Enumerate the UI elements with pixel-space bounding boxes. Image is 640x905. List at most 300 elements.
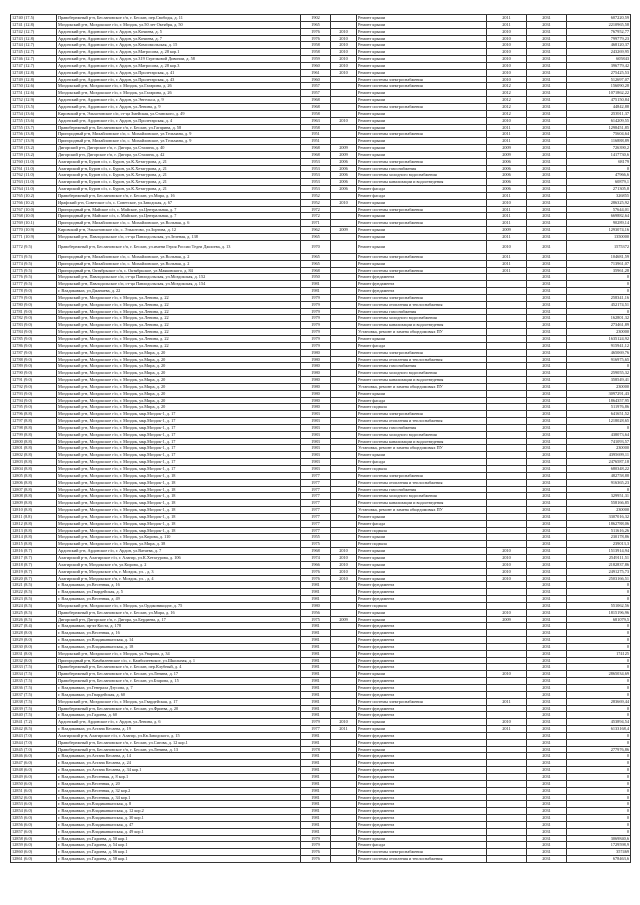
address-cell: Алагирский р-н, Моздокское г/п, г. Моздок, ул. , д. 3 [57,568,301,575]
work-type-cell: Ремонт фундамента [357,678,487,685]
table-row [11,260,631,267]
last-repair-year-cell [331,828,357,835]
table-row [11,801,631,808]
build-year-cell: 1976 [301,575,331,582]
row-number-cell: 12784 (9.0) [11,329,57,336]
cost-cell: 44842,88 [567,103,631,110]
start-year-cell: 2012 [487,110,527,117]
cost-cell: 511616,26 [567,527,631,534]
build-year-cell: 1952 [301,192,331,199]
address-cell: Моздокский р-н, Моздокское г/п, г. Моздок, мкр.Моздок-1, д. 17 [57,459,301,466]
table-row [11,227,631,234]
build-year-cell: 1977 [301,507,331,514]
work-type-cell: Ремонт крыши [357,49,487,56]
cost-cell: 243269,95 [567,49,631,56]
table-row [11,732,631,739]
table-row [11,145,631,152]
start-year-cell: 2011 [487,138,527,145]
row-number-cell: 12744 (12.7) [11,42,57,49]
cost-cell: 396779,42 [567,62,631,69]
build-year-cell: 1981 [301,821,331,828]
end-year-cell: 2031 [527,97,567,104]
row-number-cell: 12829 (8.0) [11,637,57,644]
address-cell: Правобережный р-н, Беслановское г/п, г. Беслан, ул.имени Героя России Тедеи Джиоева, д. 13 [57,240,301,253]
last-repair-year-cell [331,479,357,486]
last-repair-year-cell [331,206,357,213]
build-year-cell: 1983 [301,438,331,445]
cost-cell: 681079,5 [567,616,631,623]
row-number-cell: 12742 (12.7) [11,28,57,35]
row-number-cell: 12813 (8.8) [11,527,57,534]
end-year-cell: 2031 [527,828,567,835]
row-number-cell: 12830 (8.0) [11,643,57,650]
work-type-cell: Ремонт крыши [357,554,487,561]
build-year-cell: 1980 [301,377,331,384]
cost-cell: 0 [567,630,631,637]
last-repair-year-cell [331,260,357,267]
build-year-cell: 1977 [301,486,331,493]
end-year-cell: 2031 [527,691,567,698]
row-number-cell: 12748 (12.8) [11,69,57,76]
end-year-cell: 2031 [527,445,567,452]
table-row [11,561,631,568]
work-type-cell: Ремонт крыши [357,240,487,253]
build-year-cell: 1959 [301,56,331,63]
work-type-cell: Ремонт фундамента [357,773,487,780]
table-row [11,821,631,828]
address-cell: г. Владикавказ, ул.Весенняя, д. 8 кор.1 [57,773,301,780]
table-row [11,397,631,404]
work-type-cell: Ремонт системы канализации и водоотведения [357,179,487,186]
address-cell: Ардонский р-н, Ардонское г/п, г. Ардон, ул.319 Стрелковой Дивизии, д. 58 [57,56,301,63]
build-year-cell: 1962 [301,227,331,234]
last-repair-year-cell [331,192,357,199]
last-repair-year-cell [331,390,357,397]
start-year-cell [487,507,527,514]
end-year-cell: 2031 [527,349,567,356]
table-row [11,541,631,548]
start-year-cell: 2010 [487,719,527,726]
address-cell: Алагирский р-н, Бурон с/п, с. Бурон, ул.К.Хетагурова, д. 21 [57,186,301,193]
last-repair-year-cell [331,21,357,28]
start-year-cell: 2006 [487,179,527,186]
cost-cell: 0 [567,712,631,719]
cost-cell: 0 [567,664,631,671]
address-cell: Моздокский р-н, Моздокское г/п, г. Моздок, ул.Гагарина, д. 26 [57,90,301,97]
build-year-cell: 1980 [301,383,331,390]
address-cell: Моздокский р-н, Моздокское г/п, г. Моздок, мкр.Моздок-1, д. 17 [57,411,301,418]
row-number-cell: 12820 (8.7) [11,575,57,582]
address-cell: Ардонский р-н, Ардонское г/п, г. Ардон, ул.Пролетарская, д. 43 [57,76,301,83]
end-year-cell: 2031 [527,548,567,555]
build-year-cell: 1966 [301,561,331,568]
cost-cell: 0 [567,678,631,685]
build-year-cell: 1983 [301,459,331,466]
cost-cell: 3097291,43 [567,390,631,397]
table-row [11,35,631,42]
row-number-cell: 12821 (8.5) [11,582,57,589]
table-body [11,15,631,863]
address-cell: г. Владикавказ, ул.Владикавказская, д. 12 кор.2 [57,808,301,815]
address-cell: г. Владикавказ, ул.Астана Кесаева, д. 24 [57,760,301,767]
end-year-cell: 2031 [527,493,567,500]
row-number-cell: 12803 (8.8) [11,459,57,466]
work-type-cell: Ремонт системы электроснабжения [357,76,487,83]
end-year-cell: 2031 [527,213,567,220]
work-type-cell: Ремонт подвала [357,404,487,411]
start-year-cell: 2011 [487,220,527,227]
row-number-cell: 12824 (8.5) [11,602,57,609]
address-cell: Правобережный р-н, Беслановское г/п, г. Беслан, ул.Бзарова, д. 15 [57,678,301,685]
work-type-cell: Ремонт системы отопления и теплоснабжения [357,479,487,486]
table-row [11,835,631,842]
last-repair-year-cell [331,527,357,534]
cost-cell: 916365,23 [567,479,631,486]
end-year-cell: 2031 [527,678,567,685]
start-year-cell [487,459,527,466]
start-year-cell [487,438,527,445]
table-row [11,780,631,787]
table-row [11,56,631,63]
work-type-cell: Ремонт крыши [357,151,487,158]
row-number-cell: 12764 (11.0) [11,186,57,193]
last-repair-year-cell [331,438,357,445]
row-number-cell: 12782 (9.0) [11,315,57,322]
end-year-cell: 2031 [527,377,567,384]
table-row [11,335,631,342]
row-number-cell: 12779 (9.0) [11,294,57,301]
address-cell: Моздокский р-н, Моздокское г/п, г. Моздок, ул.Мира, д. 20 [57,383,301,390]
last-repair-year-cell: 2010 [331,42,357,49]
end-year-cell: 2031 [527,849,567,856]
work-type-cell: Ремонт фундамента [357,815,487,822]
end-year-cell: 2031 [527,21,567,28]
end-year-cell: 2031 [527,466,567,473]
start-year-cell [487,472,527,479]
row-number-cell: 12831 (8.0) [11,650,57,657]
address-cell: Ардонский р-н, Ардонское г/п, г. Ардон, ул.Матросова, д. 28 кор.3 [57,62,301,69]
work-type-cell: Ремонт фундамента [357,760,487,767]
cost-cell: 0 [567,780,631,787]
start-year-cell [487,370,527,377]
cost-cell: 0 [567,732,631,739]
last-repair-year-cell [331,794,357,801]
last-repair-year-cell: 2010 [331,199,357,206]
row-number-cell: 12756 (13.8) [11,131,57,138]
row-number-cell: 12767 (10.0) [11,206,57,213]
end-year-cell: 2031 [527,719,567,726]
row-number-cell: 12757 (13.9) [11,138,57,145]
build-year-cell: 1972 [301,213,331,220]
start-year-cell [487,849,527,856]
row-number-cell: 12741 (12.8) [11,21,57,28]
start-year-cell: 2006 [487,158,527,165]
address-cell: Моздокский р-н, Моздокское г/п, г. Моздок, ул.Мира, д. 20 [57,356,301,363]
row-number-cell: 12817 (8.7) [11,554,57,561]
start-year-cell: 2011 [487,15,527,22]
cost-cell: 0 [567,363,631,370]
cost-cell: 1575372 [567,240,631,253]
start-year-cell [487,493,527,500]
end-year-cell: 2031 [527,335,567,342]
address-cell: Моздокский р-н, Моздокское г/п, г. Моздок, мкр.Моздок-1, д. 17 [57,466,301,473]
address-cell: Моздокский р-н, Павлодольское с/п, ст-ца Павлодольская, ул.Моздокская, д. 152 [57,274,301,281]
cost-cell: 438073,64 [567,431,631,438]
build-year-cell: 1958 [301,49,331,56]
start-year-cell: 2009 [487,227,527,234]
row-number-cell: 12777 (9.5) [11,281,57,288]
row-number-cell: 12800 (8.8) [11,438,57,445]
row-number-cell: 12751 (12.6) [11,90,57,97]
build-year-cell: 1981 [301,664,331,671]
row-number-cell: 12818 (8.7) [11,561,57,568]
cost-cell: 230178,86 [567,534,631,541]
last-repair-year-cell [331,630,357,637]
end-year-cell: 2031 [527,342,567,349]
row-number-cell: 12832 (8.0) [11,657,57,664]
last-repair-year-cell: 2010 [331,35,357,42]
address-cell: Правобережный р-н, Беслановское г/п, г. Беслан, ул.Ленина, д. 17 [57,671,301,678]
last-repair-year-cell [331,315,357,322]
address-cell: г. Владикавказ, ул.Джанаева, д. 22 [57,288,301,295]
address-cell: Моздокский р-н, Павлодольское с/п, ст-ца Павлодольская, ул.Моздокская, д. 154 [57,281,301,288]
cost-cell: 0 [567,787,631,794]
end-year-cell: 2031 [527,685,567,692]
end-year-cell: 2031 [527,767,567,774]
build-year-cell: 1975 [301,541,331,548]
table-row [11,534,631,541]
start-year-cell [487,383,527,390]
end-year-cell: 2031 [527,773,567,780]
start-year-cell: 2010 [487,62,527,69]
table-row [11,15,631,22]
table-row [11,459,631,466]
build-year-cell: 1981 [301,643,331,650]
row-number-cell: 12852 (6.0) [11,794,57,801]
cost-cell: 1293074,16 [567,227,631,234]
build-year-cell: 1981 [301,828,331,835]
build-year-cell: 1977 [301,493,331,500]
start-year-cell: 2009 [487,145,527,152]
end-year-cell: 2031 [527,507,567,514]
work-type-cell: Ремонт подвала [357,466,487,473]
cost-cell: 0 [567,589,631,596]
table-row [11,760,631,767]
last-repair-year-cell [331,520,357,527]
last-repair-year-cell [331,753,357,760]
address-cell: г. Владикавказ, ул.Весенняя, д. 49 [57,596,301,603]
start-year-cell: 2006 [487,186,527,193]
row-number-cell: 12826 (8.5) [11,616,57,623]
start-year-cell: 2011 [487,124,527,131]
end-year-cell: 2031 [527,726,567,733]
table-row [11,438,631,445]
table-row [11,281,631,288]
address-cell: Ардонский р-н, Ардонское г/п, г. Ардон, ул.Кочиева, д. 7 [57,35,301,42]
work-type-cell: Ремонт крыши [357,561,487,568]
cost-cell: 258341,16 [567,294,631,301]
address-cell: Ардонский р-н, Ардонское г/п, г. Ардон, ул.Кочиева, д. 5 [57,28,301,35]
build-year-cell: 1981 [301,739,331,746]
build-year-cell: 1983 [301,431,331,438]
table-row [11,554,631,561]
table-row [11,650,631,657]
table-row [11,746,631,753]
start-year-cell [487,678,527,685]
end-year-cell: 2031 [527,657,567,664]
address-cell: г. Владикавказ, ул.Астана Кесаева, д. 19 [57,726,301,733]
start-year-cell: 2010 [487,561,527,568]
last-repair-year-cell [331,664,357,671]
build-year-cell: 1953 [301,172,331,179]
end-year-cell: 2031 [527,56,567,63]
end-year-cell: 2031 [527,801,567,808]
build-year-cell: 1981 [301,582,331,589]
row-number-cell: 12837 (7.5) [11,691,57,698]
cost-cell: 3307016,32 [567,513,631,520]
cost-cell: 452174,51 [567,301,631,308]
start-year-cell: 2010 [487,35,527,42]
end-year-cell: 2031 [527,301,567,308]
end-year-cell: 2031 [527,288,567,295]
end-year-cell: 2031 [527,124,567,131]
table-row [11,404,631,411]
address-cell: г. Владикавказ, ул.Весенняя, д. 20 [57,780,301,787]
row-number-cell: 12846 (6.0) [11,753,57,760]
last-repair-year-cell [331,124,357,131]
cost-cell: 0 [567,596,631,603]
work-type-cell: Ремонт системы холодного водоснабжения [357,370,487,377]
row-number-cell: 12834 (7.5) [11,671,57,678]
work-type-cell: Ремонт крыши [357,609,487,616]
start-year-cell: 2010 [487,671,527,678]
start-year-cell: 2011 [487,726,527,733]
address-cell: Моздокский р-н, Моздокское г/п, г. Моздок, ул.Ленина, д. 22 [57,335,301,342]
table-row [11,513,631,520]
build-year-cell: 1902 [301,15,331,22]
cost-cell: 482758,88 [567,472,631,479]
address-cell: Алагирский р-н, Алагирское г/п, г. Алагир, ул.К.Хетагурова, д. 106 [57,554,301,561]
row-number-cell: 12763 (11.0) [11,179,57,186]
build-year-cell: 1978 [301,746,331,753]
work-type-cell: Ремонт фундамента [357,801,487,808]
end-year-cell: 2031 [527,131,567,138]
build-year-cell: 1977 [301,479,331,486]
cost-cell: 605843 [567,56,631,63]
table-row [11,527,631,534]
build-year-cell: 1968 [301,103,331,110]
start-year-cell: 2010 [487,42,527,49]
last-repair-year-cell [331,835,357,842]
row-number-cell: 12770 (10.9) [11,227,57,234]
table-row [11,500,631,507]
end-year-cell: 2031 [527,397,567,404]
build-year-cell: 1983 [301,452,331,459]
work-type-cell: Ремонт фундамента [357,780,487,787]
row-number-cell: 12828 (8.0) [11,630,57,637]
last-repair-year-cell [331,83,357,90]
table-row [11,370,631,377]
table-row [11,301,631,308]
end-year-cell: 2031 [527,561,567,568]
last-repair-year-cell: 2010 [331,554,357,561]
build-year-cell: 1951 [301,138,331,145]
end-year-cell: 2031 [527,753,567,760]
build-year-cell: 1980 [301,356,331,363]
build-year-cell: 1971 [301,220,331,227]
cost-cell: 2182837,86 [567,561,631,568]
build-year-cell: 1977 [301,472,331,479]
cost-cell: 741093,57 [567,438,631,445]
address-cell: Правобережный р-н, Беслановское г/п, г. Беслан, ул.Мира, д. 16 [57,609,301,616]
build-year-cell: 1981 [301,623,331,630]
address-cell: Алагирский р-н, Алагирское г/п, г. Алагир, ул.Кв.Заводского, д. 15 [57,732,301,739]
start-year-cell [487,397,527,404]
end-year-cell: 2031 [527,835,567,842]
cost-cell: 915941,12 [567,342,631,349]
last-repair-year-cell: 2010 [331,568,357,575]
last-repair-year-cell [331,267,357,274]
work-type-cell: Ремонт крыши [357,42,487,49]
row-number-cell: 12775 (9.5) [11,267,57,274]
row-number-cell: 12801 (8.8) [11,445,57,452]
start-year-cell [487,712,527,719]
row-number-cell: 12825 (8.5) [11,609,57,616]
last-repair-year-cell [331,746,357,753]
build-year-cell: 1965 [301,253,331,260]
start-year-cell [487,294,527,301]
table-row [11,274,631,281]
table-row [11,220,631,227]
address-cell: Моздокский р-н, Моздокское г/п, г. Моздок, ул.Мира, д. 20 [57,349,301,356]
address-cell: г. Владикавказ, ул.Гвардейская, д. 5 [57,589,301,596]
cost-cell: 0 [567,753,631,760]
work-type-cell: Ремонт фасада [357,397,487,404]
work-type-cell: Ремонт фундамента [357,650,487,657]
work-type-cell: Ремонт фундамента [357,787,487,794]
cost-cell: 273461,89 [567,322,631,329]
start-year-cell [487,780,527,787]
start-year-cell [487,739,527,746]
row-number-cell: 12758 (13.2) [11,145,57,152]
start-year-cell: 2009 [487,616,527,623]
last-repair-year-cell [331,424,357,431]
address-cell: Ардонский р-н, Ардонское г/п, г. Ардон, ул.Пролетарская, д. 41 [57,69,301,76]
work-type-cell: Ремонт фундамента [357,821,487,828]
end-year-cell: 2031 [527,363,567,370]
work-type-cell: Ремонт подвала [357,541,487,548]
address-cell: Моздокский р-н, Моздокское г/п, г. Моздок, мкр.Моздок-1, д. 18 [57,486,301,493]
cost-cell: 2865034,69 [567,671,631,678]
build-year-cell: 1968 [301,97,331,104]
end-year-cell: 2031 [527,390,567,397]
build-year-cell: 1981 [301,288,331,295]
cost-cell: 0 [567,308,631,315]
table-row [11,267,631,274]
work-type-cell: Ремонт системы электроснабжения [357,83,487,90]
work-type-cell: Ремонт крыши [357,335,487,342]
build-year-cell: 1974 [301,554,331,561]
table-row [11,240,631,253]
table-row [11,767,631,774]
work-type-cell: Ремонт крыши [357,616,487,623]
start-year-cell [487,582,527,589]
row-number-cell: 12776 (9.5) [11,274,57,281]
start-year-cell: 2010 [487,240,527,253]
repair-register-table [10,14,631,863]
row-number-cell: 12789 (9.0) [11,363,57,370]
cost-cell: 3069840,6 [567,835,631,842]
